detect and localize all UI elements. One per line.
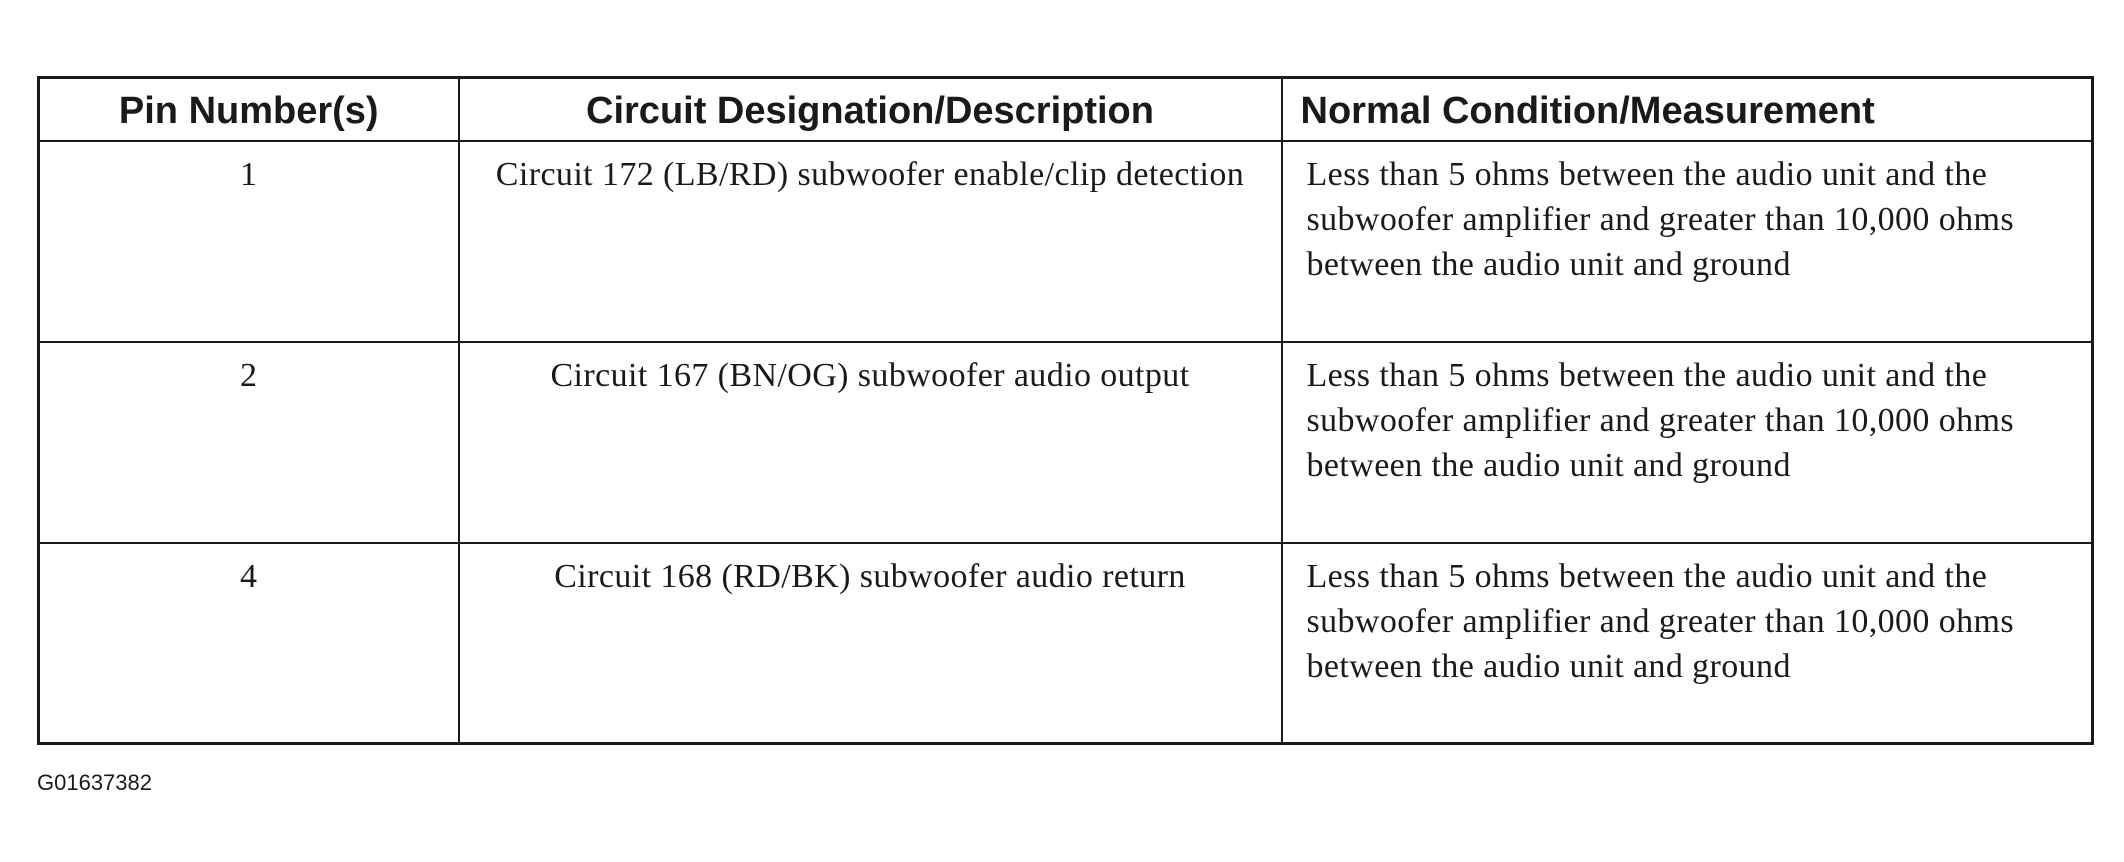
- table-row: [39, 141, 2093, 342]
- circuit-description-cell: Circuit 168 (RD/BK) subwoofer audio return: [459, 543, 1282, 744]
- table-header-row: [39, 78, 2093, 141]
- condition-measurement-cell: Less than 5 ohms between the audio unit and the subwoofer amplifier and greater than 10,000 ohms between the audio unit and ground: [1282, 543, 2093, 744]
- figure-id-label: G01637382: [37, 770, 152, 795]
- circuit-description-cell: Circuit 167 (BN/OG) subwoofer audio output: [459, 342, 1282, 543]
- header-circuit-designation: Circuit Designation/Description: [459, 78, 1282, 141]
- pin-number-cell: 2: [39, 342, 459, 543]
- circuit-description-cell: Circuit 172 (LB/RD) subwoofer enable/clip detection: [459, 141, 1282, 342]
- table-row: [39, 342, 2093, 543]
- pin-number-cell: 1: [39, 141, 459, 342]
- header-normal-condition: Normal Condition/Measurement: [1282, 78, 2093, 141]
- pin-number-cell: 4: [39, 543, 459, 744]
- condition-measurement-cell: Less than 5 ohms between the audio unit and the subwoofer amplifier and greater than 10,000 ohms between the audio unit and ground: [1282, 342, 2093, 543]
- condition-measurement-cell: Less than 5 ohms between the audio unit and the subwoofer amplifier and greater than 10,000 ohms between the audio unit and ground: [1282, 141, 2093, 342]
- header-pin-numbers: Pin Number(s): [39, 78, 459, 141]
- pin-specification-table: [37, 76, 2094, 745]
- table-row: [39, 543, 2093, 744]
